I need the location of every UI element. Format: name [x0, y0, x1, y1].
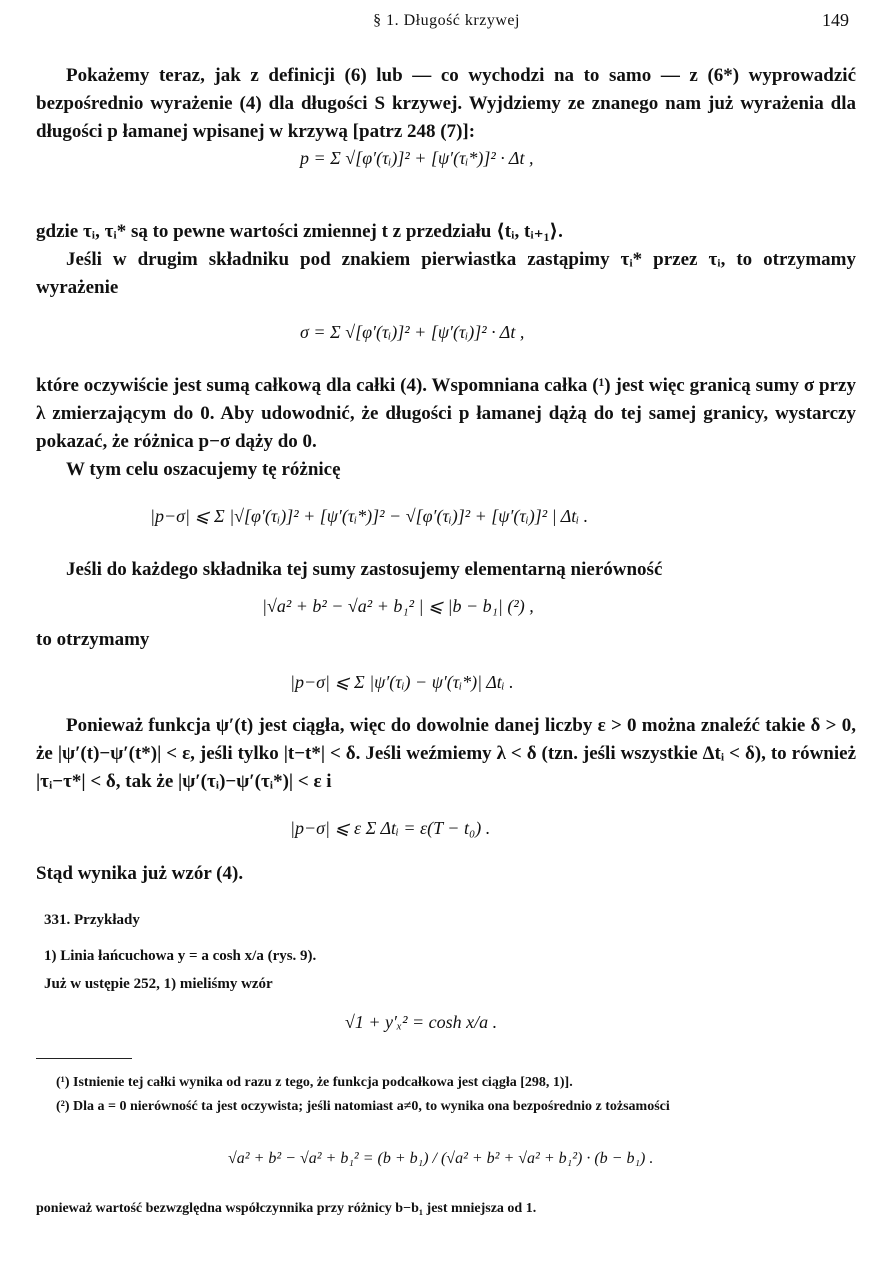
paragraph-7: to otrzymamy	[36, 629, 150, 650]
paragraph-3: Jeśli w drugim składniku pod znakiem pierwiastka zastąpimy τᵢ* przez τᵢ, to otrzymamy wyrażenie	[36, 249, 856, 298]
formula-sigma-sum: σ = Σ √[φ′(τᵢ)]² + [ψ′(τᵢ)]² · Δt ,	[300, 322, 525, 342]
formula-final-estimate: |p−σ| ⩽ ε Σ Δtᵢ = ε(T − t₀) .	[290, 818, 491, 838]
paragraph-8: Ponieważ funkcja ψ′(t) jest ciągła, więc do dowolnie danej liczby ε > 0 można znaleźć takie δ > 0, że |ψ′(t)−ψ′(t*)| < ε, jeśli tylko |t−t*| < δ. Jeśli weźmiemy λ < δ (tzn. jeśli wszystkie Δtᵢ < δ), to również |τᵢ−τ*| < δ, tak że |ψ′(τᵢ)−ψ′(τᵢ*)| < ε i	[36, 715, 856, 792]
footnote-1: (¹) Istnienie tej całki wynika od razu z tego, że funkcja podcałkowa jest ciągła [298, 1)].	[56, 1075, 573, 1090]
footnote-divider	[36, 1058, 132, 1059]
formula-psi-estimate: |p−σ| ⩽ Σ |ψ′(τᵢ) − ψ′(τᵢ*)| Δtᵢ .	[290, 672, 514, 692]
example-1-text: Już w ustępie 252, 1) mieliśmy wzór	[44, 976, 273, 992]
formula-p-text: p = Σ √[φ′(τᵢ)]² + [ψ′(τᵢ*)]² · Δt ,	[300, 148, 534, 168]
paragraph-5: W tym celu oszacujemy tę różnicę	[66, 459, 341, 480]
running-header: § 1. Długość krzywej	[373, 12, 520, 29]
page-number: 149	[822, 10, 849, 30]
formula-identity: √a² + b² − √a² + b₁² = (b + b₁) / (√a² + b² + √a² + b₁²) · (b − b₁) .	[228, 1150, 654, 1167]
paragraph-9: Stąd wynika już wzór (4).	[36, 863, 244, 884]
example-1-title: 1) Linia łańcuchowa y = a cosh x/a (rys. 9).	[44, 948, 317, 964]
paragraph-1: Pokażemy teraz, jak z definicji (6) lub — co wychodzi na to samo — z (6*) wyprowadzić bezpośrednio wyrażenie (4) dla długości S krzywej. Wyjdziemy ze znanego nam już wyrażenia dla długości p łamanej wpisanej w krzywą [patrz 248 (7)]:	[36, 65, 856, 142]
section-heading-331: 331. Przykłady	[44, 912, 140, 928]
formula-elementary-inequality: |√a² + b² − √a² + b₁² | ⩽ |b − b₁| (²) ,	[262, 596, 534, 616]
footnote-2: (²) Dla a = 0 nierówność ta jest oczywista; jeśli natomiast a≠0, to wynika ona bezpośrednio z tożsamości	[56, 1099, 670, 1114]
footnote-3: ponieważ wartość bezwzględna współczynnika przy różnicy b−b₁ jest mniejsza od 1.	[36, 1201, 537, 1216]
paragraph-2: gdzie τᵢ, τᵢ* są to pewne wartości zmiennej t z przedziału ⟨tᵢ, tᵢ₊₁⟩.	[36, 221, 563, 242]
paragraph-4: które oczywiście jest sumą całkową dla całki (4). Wspomniana całka (¹) jest więc granicą sumy σ przy λ zmierzającym do 0. Aby udowodnić, że długości p łamanej dążą do tej samej granicy, wystarczy pokazać, że różnica p−σ dąży do 0.	[36, 375, 856, 452]
formula-p-sum	[300, 148, 534, 169]
formula-difference-estimate: |p−σ| ⩽ Σ |√[φ′(τᵢ)]² + [ψ′(τᵢ*)]² − √[φ′(τᵢ)]² + [ψ′(τᵢ)]² | Δtᵢ .	[150, 506, 589, 526]
formula-cosh: √1 + y′ₓ² = cosh x/a .	[345, 1012, 498, 1032]
paragraph-6: Jeśli do każdego składnika tej sumy zastosujemy elementarną nierówność	[66, 559, 663, 580]
